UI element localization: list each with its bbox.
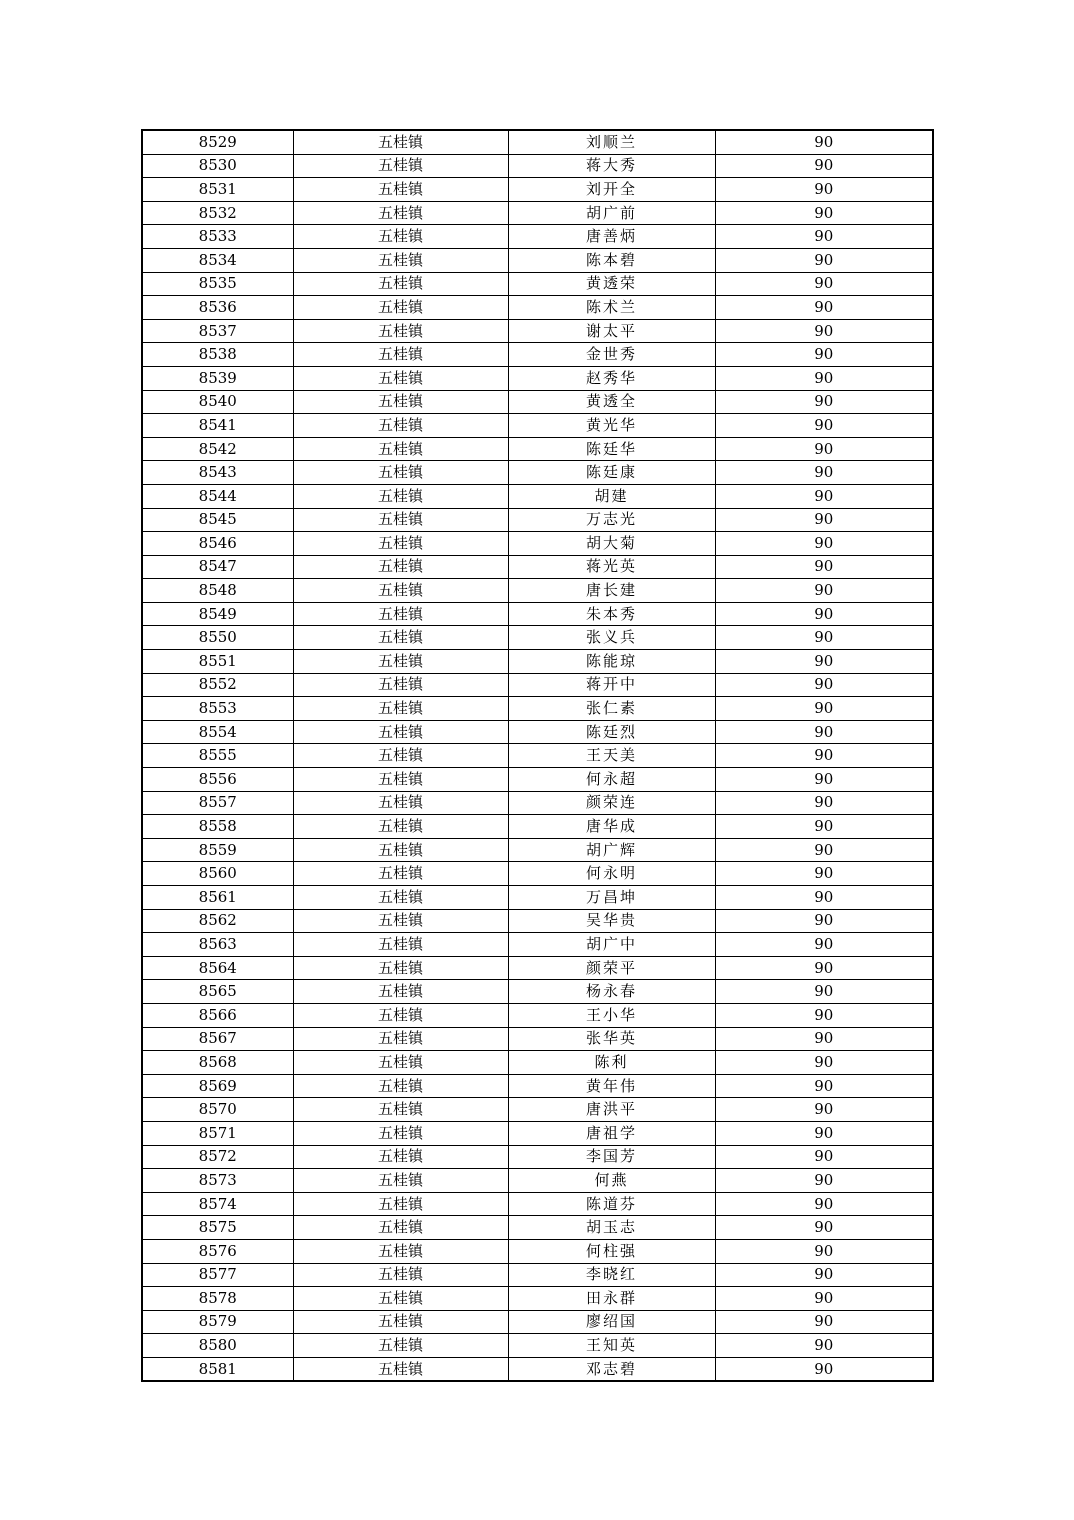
table-row [142, 1216, 933, 1240]
town-cell: 五桂镇 [293, 414, 508, 438]
table-row [142, 1334, 933, 1358]
amount-cell: 90 [715, 1074, 933, 1098]
town-cell: 五桂镇 [293, 154, 508, 178]
town-cell: 五桂镇 [293, 720, 508, 744]
record-number-cell: 8547 [142, 555, 293, 579]
person-name-cell: 李晓红 [508, 1263, 715, 1287]
table-row [142, 720, 933, 744]
amount-cell: 90 [715, 602, 933, 626]
table-row [142, 130, 933, 154]
amount-cell: 90 [715, 1287, 933, 1311]
table-row [142, 626, 933, 650]
town-cell: 五桂镇 [293, 1310, 508, 1334]
table-row [142, 201, 933, 225]
town-cell: 五桂镇 [293, 484, 508, 508]
table-row [142, 1027, 933, 1051]
record-number-cell: 8539 [142, 366, 293, 390]
table-row [142, 1098, 933, 1122]
amount-cell: 90 [715, 130, 933, 154]
person-name-cell: 黄年伟 [508, 1074, 715, 1098]
record-number-cell: 8535 [142, 272, 293, 296]
amount-cell: 90 [715, 768, 933, 792]
amount-cell: 90 [715, 532, 933, 556]
person-name-cell: 唐洪平 [508, 1098, 715, 1122]
town-cell: 五桂镇 [293, 296, 508, 320]
amount-cell: 90 [715, 1310, 933, 1334]
person-name-cell: 唐长建 [508, 579, 715, 603]
amount-cell: 90 [715, 980, 933, 1004]
amount-cell: 90 [715, 319, 933, 343]
table-row [142, 602, 933, 626]
town-cell: 五桂镇 [293, 343, 508, 367]
person-name-cell: 廖绍国 [508, 1310, 715, 1334]
record-number-cell: 8550 [142, 626, 293, 650]
record-number-cell: 8581 [142, 1357, 293, 1381]
amount-cell: 90 [715, 1239, 933, 1263]
town-cell: 五桂镇 [293, 437, 508, 461]
amount-cell: 90 [715, 484, 933, 508]
record-number-cell: 8559 [142, 838, 293, 862]
record-number-cell: 8551 [142, 650, 293, 674]
record-number-cell: 8574 [142, 1192, 293, 1216]
town-cell: 五桂镇 [293, 956, 508, 980]
town-cell: 五桂镇 [293, 555, 508, 579]
amount-cell: 90 [715, 956, 933, 980]
amount-cell: 90 [715, 555, 933, 579]
amount-cell: 90 [715, 1145, 933, 1169]
amount-cell: 90 [715, 626, 933, 650]
record-number-cell: 8560 [142, 862, 293, 886]
town-cell: 五桂镇 [293, 909, 508, 933]
town-cell: 五桂镇 [293, 461, 508, 485]
table-row [142, 319, 933, 343]
table-row [142, 272, 933, 296]
amount-cell: 90 [715, 579, 933, 603]
person-name-cell: 蒋开中 [508, 673, 715, 697]
record-number-cell: 8533 [142, 225, 293, 249]
table-row [142, 532, 933, 556]
person-name-cell: 陈能琼 [508, 650, 715, 674]
person-name-cell: 邓志碧 [508, 1357, 715, 1381]
town-cell: 五桂镇 [293, 602, 508, 626]
amount-cell: 90 [715, 343, 933, 367]
amount-cell: 90 [715, 886, 933, 910]
record-number-cell: 8562 [142, 909, 293, 933]
amount-cell: 90 [715, 508, 933, 532]
town-cell: 五桂镇 [293, 1003, 508, 1027]
amount-cell: 90 [715, 1192, 933, 1216]
town-cell: 五桂镇 [293, 838, 508, 862]
table-row [142, 1003, 933, 1027]
person-name-cell: 赵秀华 [508, 366, 715, 390]
table-row [142, 296, 933, 320]
town-cell: 五桂镇 [293, 1121, 508, 1145]
town-cell: 五桂镇 [293, 1051, 508, 1075]
town-cell: 五桂镇 [293, 130, 508, 154]
record-number-cell: 8563 [142, 933, 293, 957]
table-row [142, 1357, 933, 1381]
record-number-cell: 8567 [142, 1027, 293, 1051]
amount-cell: 90 [715, 225, 933, 249]
table-row [142, 414, 933, 438]
table-row [142, 791, 933, 815]
town-cell: 五桂镇 [293, 1098, 508, 1122]
person-name-cell: 朱本秀 [508, 602, 715, 626]
person-name-cell: 何柱强 [508, 1239, 715, 1263]
amount-cell: 90 [715, 673, 933, 697]
record-number-cell: 8544 [142, 484, 293, 508]
person-name-cell: 黄透荣 [508, 272, 715, 296]
table-row [142, 225, 933, 249]
town-cell: 五桂镇 [293, 1334, 508, 1358]
person-name-cell: 刘开全 [508, 178, 715, 202]
table-row [142, 390, 933, 414]
person-name-cell: 王天美 [508, 744, 715, 768]
amount-cell: 90 [715, 390, 933, 414]
person-name-cell: 颜荣连 [508, 791, 715, 815]
person-name-cell: 黄光华 [508, 414, 715, 438]
person-name-cell: 蒋光英 [508, 555, 715, 579]
record-number-cell: 8557 [142, 791, 293, 815]
town-cell: 五桂镇 [293, 815, 508, 839]
table-row [142, 1263, 933, 1287]
table-row [142, 248, 933, 272]
town-cell: 五桂镇 [293, 508, 508, 532]
person-name-cell: 田永群 [508, 1287, 715, 1311]
record-number-cell: 8552 [142, 673, 293, 697]
person-name-cell: 何永超 [508, 768, 715, 792]
town-cell: 五桂镇 [293, 201, 508, 225]
record-number-cell: 8561 [142, 886, 293, 910]
record-number-cell: 8530 [142, 154, 293, 178]
record-number-cell: 8572 [142, 1145, 293, 1169]
record-number-cell: 8570 [142, 1098, 293, 1122]
record-number-cell: 8579 [142, 1310, 293, 1334]
amount-cell: 90 [715, 1051, 933, 1075]
person-name-cell: 颜荣平 [508, 956, 715, 980]
amount-cell: 90 [715, 720, 933, 744]
amount-cell: 90 [715, 201, 933, 225]
person-name-cell: 黄透全 [508, 390, 715, 414]
town-cell: 五桂镇 [293, 744, 508, 768]
record-number-cell: 8558 [142, 815, 293, 839]
person-name-cell: 刘顺兰 [508, 130, 715, 154]
town-cell: 五桂镇 [293, 390, 508, 414]
town-cell: 五桂镇 [293, 1216, 508, 1240]
town-cell: 五桂镇 [293, 697, 508, 721]
town-cell: 五桂镇 [293, 1074, 508, 1098]
town-cell: 五桂镇 [293, 1287, 508, 1311]
amount-cell: 90 [715, 909, 933, 933]
table-row [142, 933, 933, 957]
person-name-cell: 万昌坤 [508, 886, 715, 910]
person-name-cell: 陈廷康 [508, 461, 715, 485]
amount-cell: 90 [715, 815, 933, 839]
record-number-cell: 8577 [142, 1263, 293, 1287]
table-row [142, 744, 933, 768]
amount-cell: 90 [715, 248, 933, 272]
table-row [142, 650, 933, 674]
table-row [142, 1074, 933, 1098]
table-row [142, 909, 933, 933]
record-number-cell: 8542 [142, 437, 293, 461]
record-number-cell: 8543 [142, 461, 293, 485]
table-row [142, 461, 933, 485]
table-row [142, 484, 933, 508]
town-cell: 五桂镇 [293, 272, 508, 296]
town-cell: 五桂镇 [293, 319, 508, 343]
table-row [142, 815, 933, 839]
table-row [142, 838, 933, 862]
person-name-cell: 陈利 [508, 1051, 715, 1075]
record-number-cell: 8575 [142, 1216, 293, 1240]
amount-cell: 90 [715, 1263, 933, 1287]
town-cell: 五桂镇 [293, 673, 508, 697]
person-name-cell: 陈廷烈 [508, 720, 715, 744]
table-row [142, 1145, 933, 1169]
amount-cell: 90 [715, 791, 933, 815]
record-number-cell: 8549 [142, 602, 293, 626]
amount-cell: 90 [715, 650, 933, 674]
record-number-cell: 8538 [142, 343, 293, 367]
table-row [142, 1287, 933, 1311]
table-row [142, 862, 933, 886]
person-name-cell: 何永明 [508, 862, 715, 886]
record-number-cell: 8566 [142, 1003, 293, 1027]
record-table [141, 129, 934, 1382]
town-cell: 五桂镇 [293, 1192, 508, 1216]
table-row [142, 956, 933, 980]
record-number-cell: 8546 [142, 532, 293, 556]
record-number-cell: 8536 [142, 296, 293, 320]
person-name-cell: 唐祖学 [508, 1121, 715, 1145]
person-name-cell: 陈道芬 [508, 1192, 715, 1216]
person-name-cell: 陈廷华 [508, 437, 715, 461]
record-number-cell: 8565 [142, 980, 293, 1004]
record-number-cell: 8580 [142, 1334, 293, 1358]
record-number-cell: 8564 [142, 956, 293, 980]
amount-cell: 90 [715, 272, 933, 296]
amount-cell: 90 [715, 1216, 933, 1240]
town-cell: 五桂镇 [293, 626, 508, 650]
record-number-cell: 8555 [142, 744, 293, 768]
amount-cell: 90 [715, 933, 933, 957]
person-name-cell: 王知英 [508, 1334, 715, 1358]
person-name-cell: 吴华贵 [508, 909, 715, 933]
town-cell: 五桂镇 [293, 768, 508, 792]
amount-cell: 90 [715, 1121, 933, 1145]
person-name-cell: 张华英 [508, 1027, 715, 1051]
record-number-cell: 8556 [142, 768, 293, 792]
town-cell: 五桂镇 [293, 1239, 508, 1263]
table-row [142, 154, 933, 178]
table-row [142, 697, 933, 721]
amount-cell: 90 [715, 1027, 933, 1051]
town-cell: 五桂镇 [293, 862, 508, 886]
table-row [142, 555, 933, 579]
amount-cell: 90 [715, 1098, 933, 1122]
record-number-cell: 8534 [142, 248, 293, 272]
amount-cell: 90 [715, 366, 933, 390]
person-name-cell: 李国芳 [508, 1145, 715, 1169]
town-cell: 五桂镇 [293, 248, 508, 272]
record-number-cell: 8548 [142, 579, 293, 603]
town-cell: 五桂镇 [293, 980, 508, 1004]
record-number-cell: 8578 [142, 1287, 293, 1311]
person-name-cell: 何燕 [508, 1169, 715, 1193]
person-name-cell: 胡建 [508, 484, 715, 508]
person-name-cell: 陈术兰 [508, 296, 715, 320]
table-row [142, 1192, 933, 1216]
town-cell: 五桂镇 [293, 791, 508, 815]
record-number-cell: 8541 [142, 414, 293, 438]
table-row [142, 1051, 933, 1075]
town-cell: 五桂镇 [293, 886, 508, 910]
town-cell: 五桂镇 [293, 650, 508, 674]
amount-cell: 90 [715, 862, 933, 886]
person-name-cell: 陈本碧 [508, 248, 715, 272]
record-number-cell: 8532 [142, 201, 293, 225]
person-name-cell: 张仁素 [508, 697, 715, 721]
amount-cell: 90 [715, 461, 933, 485]
table-row [142, 768, 933, 792]
town-cell: 五桂镇 [293, 1145, 508, 1169]
person-name-cell: 胡广中 [508, 933, 715, 957]
table-row [142, 1121, 933, 1145]
table-row [142, 1239, 933, 1263]
person-name-cell: 唐善炳 [508, 225, 715, 249]
person-name-cell: 胡广辉 [508, 838, 715, 862]
record-number-cell: 8540 [142, 390, 293, 414]
table-row [142, 508, 933, 532]
record-number-cell: 8569 [142, 1074, 293, 1098]
person-name-cell: 唐华成 [508, 815, 715, 839]
record-number-cell: 8545 [142, 508, 293, 532]
record-number-cell: 8571 [142, 1121, 293, 1145]
town-cell: 五桂镇 [293, 1169, 508, 1193]
town-cell: 五桂镇 [293, 366, 508, 390]
table-row [142, 579, 933, 603]
town-cell: 五桂镇 [293, 1357, 508, 1381]
amount-cell: 90 [715, 1003, 933, 1027]
person-name-cell: 胡大菊 [508, 532, 715, 556]
person-name-cell: 王小华 [508, 1003, 715, 1027]
town-cell: 五桂镇 [293, 178, 508, 202]
table-row [142, 437, 933, 461]
table-row [142, 178, 933, 202]
record-number-cell: 8554 [142, 720, 293, 744]
amount-cell: 90 [715, 296, 933, 320]
table-row [142, 1310, 933, 1334]
table-row [142, 980, 933, 1004]
record-table-body [142, 130, 933, 1381]
person-name-cell: 万志光 [508, 508, 715, 532]
person-name-cell: 谢太平 [508, 319, 715, 343]
amount-cell: 90 [715, 414, 933, 438]
person-name-cell: 胡玉志 [508, 1216, 715, 1240]
record-number-cell: 8573 [142, 1169, 293, 1193]
record-number-cell: 8568 [142, 1051, 293, 1075]
town-cell: 五桂镇 [293, 933, 508, 957]
person-name-cell: 胡广前 [508, 201, 715, 225]
table-row [142, 1169, 933, 1193]
town-cell: 五桂镇 [293, 1263, 508, 1287]
amount-cell: 90 [715, 1169, 933, 1193]
table-row [142, 343, 933, 367]
record-number-cell: 8576 [142, 1239, 293, 1263]
record-number-cell: 8553 [142, 697, 293, 721]
town-cell: 五桂镇 [293, 225, 508, 249]
amount-cell: 90 [715, 154, 933, 178]
record-number-cell: 8531 [142, 178, 293, 202]
town-cell: 五桂镇 [293, 579, 508, 603]
amount-cell: 90 [715, 1334, 933, 1358]
amount-cell: 90 [715, 744, 933, 768]
person-name-cell: 张义兵 [508, 626, 715, 650]
person-name-cell: 杨永春 [508, 980, 715, 1004]
record-number-cell: 8537 [142, 319, 293, 343]
person-name-cell: 蒋大秀 [508, 154, 715, 178]
amount-cell: 90 [715, 838, 933, 862]
person-name-cell: 金世秀 [508, 343, 715, 367]
town-cell: 五桂镇 [293, 532, 508, 556]
table-row [142, 886, 933, 910]
table-row [142, 673, 933, 697]
amount-cell: 90 [715, 1357, 933, 1381]
town-cell: 五桂镇 [293, 1027, 508, 1051]
amount-cell: 90 [715, 437, 933, 461]
amount-cell: 90 [715, 697, 933, 721]
record-number-cell: 8529 [142, 130, 293, 154]
table-row [142, 366, 933, 390]
amount-cell: 90 [715, 178, 933, 202]
